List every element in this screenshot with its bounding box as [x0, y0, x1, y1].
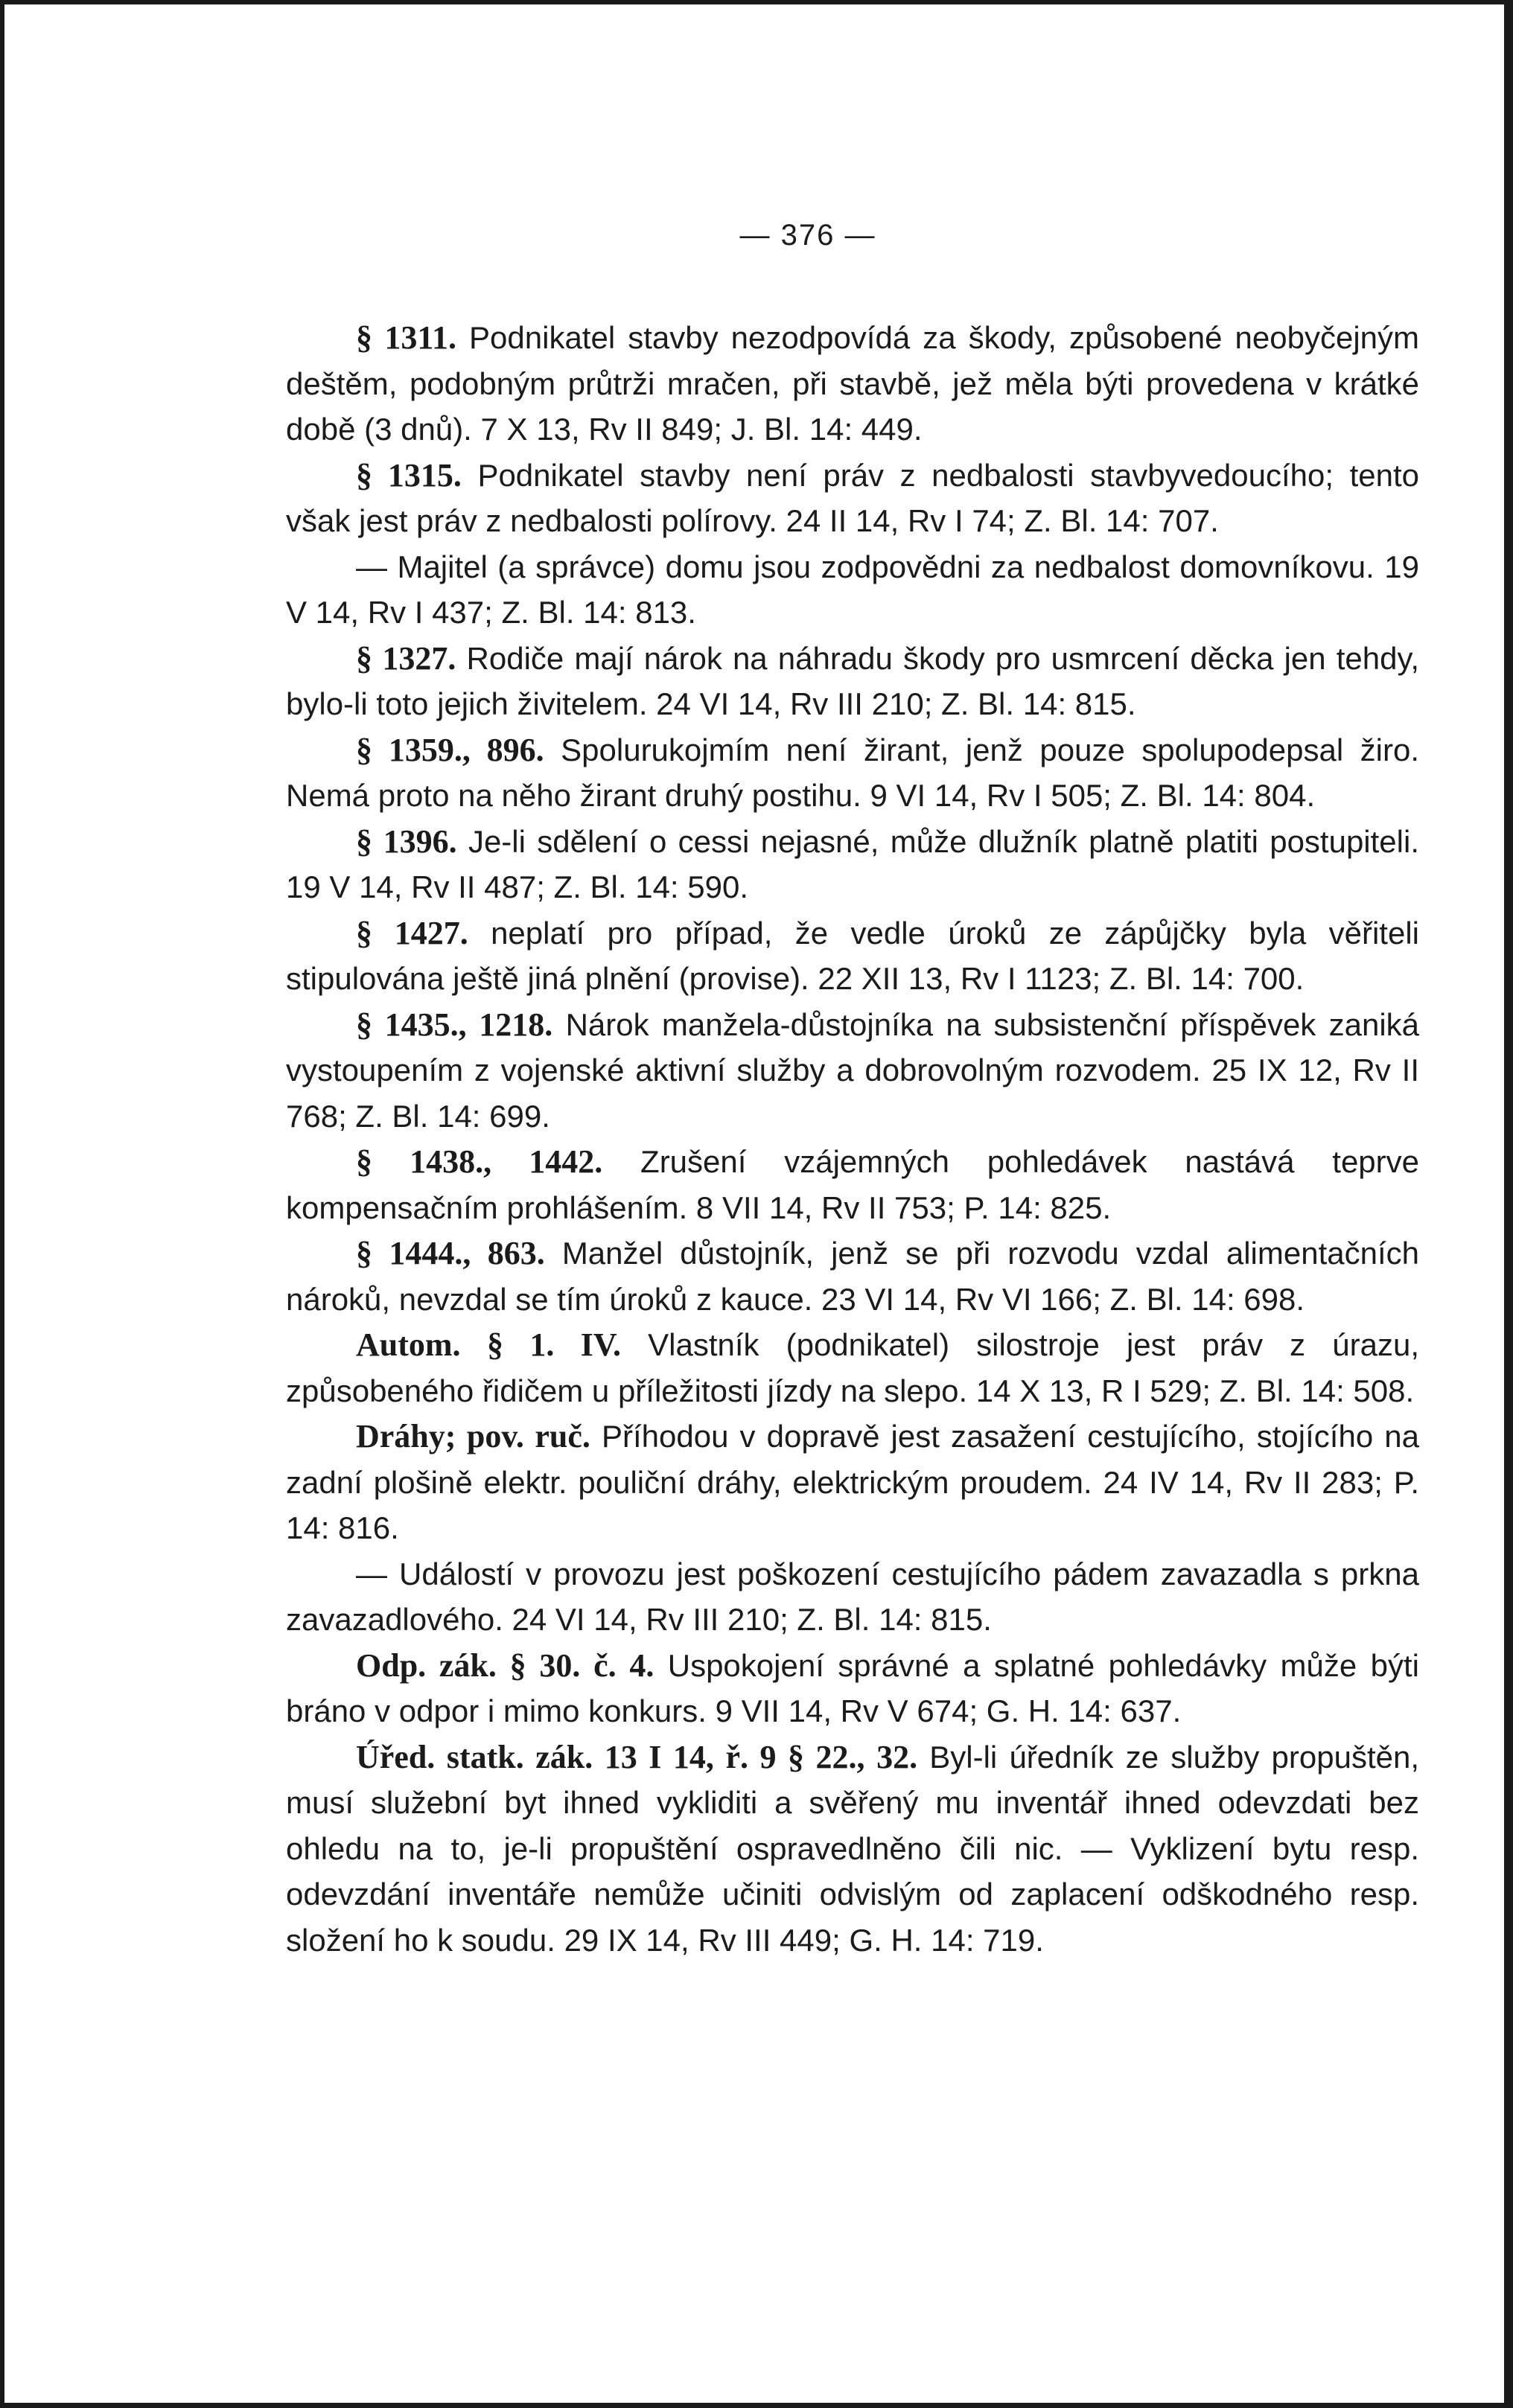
entry-heading: Odp. zák. § 30. č. 4. [356, 1647, 654, 1684]
entry-text: — Majitel (a správce) domu jsou zodpovědni za nedbalost domovníkovu. 19 V 14, Rv I 437; Z. Bl. 14: 813. [286, 549, 1419, 630]
entry-text: Zrušení vzájemných pohledávek nastává teprve kompensačním prohlášením. 8 VII 14, Rv II 753; P. 14: 825. [286, 1144, 1420, 1225]
entry-heading: § 1444., 863. [356, 1235, 545, 1271]
entry [286, 544, 1419, 636]
page-number: — 376 — [739, 219, 876, 252]
entry [286, 1551, 1419, 1643]
entry [286, 1414, 1419, 1551]
entry [286, 1643, 1419, 1734]
entry-heading: § 1311. [356, 319, 456, 356]
entry-heading: § 1327. [356, 639, 456, 677]
entry [286, 453, 1419, 544]
entry [286, 1139, 1419, 1230]
entry-text: Rodiče mají nárok na náhradu škody pro usmrcení děcka jen tehdy, bylo-li toto jejich živitelem. 24 VI 14, Rv III 210; Z. Bl. 14: 815. [286, 640, 1420, 721]
book-page [4, 4, 1504, 2403]
entry [286, 910, 1419, 1002]
entry-text: Je-li sdělení o cessi nejasné, může dlužník platně platiti postupiteli. 19 V 14, Rv II 487; Z. Bl. 14: 590. [286, 823, 1419, 904]
entry [286, 315, 1419, 453]
entries-list [286, 315, 1419, 1963]
entry-text: Podnikatel stavby není práv z nedbalosti stavbyvedoucího; tento však jest práv z nedbalosti polírovy. 24 II 14, Rv I 74; Z. Bl. 14: 707. [286, 457, 1420, 538]
entry [286, 1734, 1419, 1964]
entry-heading: § 1396. [356, 823, 457, 860]
entry [286, 819, 1419, 910]
entry [286, 1322, 1419, 1414]
entry-heading: § 1438., 1442. [356, 1143, 603, 1180]
entry [286, 1230, 1419, 1322]
entry-text: Nárok manžela-důstojníka na subsistenční příspěvek zaniká vystoupením z vojenské aktivní služby a dobrovolným rozvodem. 25 IX 12, Rv II 768; Z. Bl. 14: 699. [286, 1006, 1420, 1134]
entry-text: Byl-li úředník ze služby propuštěn, musí služební byt ihned vykliditi a svěřený mu inventář ihned odevzdati bez ohledu na to, je-li propuštění ospravedlněno čili nic. — Vyklizení bytu resp. odevzdání inventáře nemůže učiniti odvislým od zaplacení odškodného resp. složení ho k soudu. 29 IX 14, Rv III 449; G. H. 14: 719. [286, 1739, 1419, 1958]
entry-text: Vlastník (podnikatel) silostroje jest práv z úrazu, způsobeného řidičem u příležitosti jízdy na slepo. 14 X 13, R I 529; Z. Bl. 14: 508. [286, 1327, 1419, 1408]
entry [286, 727, 1419, 819]
entry [286, 636, 1419, 727]
entry [286, 1002, 1419, 1140]
entry-heading: § 1427. [356, 914, 468, 951]
entry-text: — Událostí v provozu jest poškození cestujícího pádem zavazadla s prkna zavazadlového. 24 VI 14, Rv III 210; Z. Bl. 14: 815. [286, 1556, 1419, 1637]
entry-text: Uspokojení správné a splatné pohledávky může býti bráno v odpor i mimo konkurs. 9 VII 14, Rv V 674; G. H. 14: 637. [286, 1647, 1419, 1728]
entry-text: Spolurukojmím není žirant, jenž pouze spolupodepsal žiro. Nemá proto na něho žirant druhý postihu. 9 VI 14, Rv I 505; Z. Bl. 14: 804. [286, 732, 1420, 813]
entry-heading: § 1315. [356, 456, 462, 494]
entry-heading: § 1359., 896. [356, 731, 544, 768]
entry-text: Příhodou v dopravě jest zasažení cestujícího, stojícího na zadní plošině elektr. pouliční dráhy, elektrickým proudem. 24 IV 14, Rv II 283; P. 14: 816. [286, 1419, 1419, 1545]
entry-text: Podnikatel stavby nezodpovídá za škody, způsobené neobyčejným deštěm, podobným průtrži mračen, při stavbě, jež měla býti provedena v krátké době (3 dnů). 7 X 13, Rv II 849; J. Bl. 14: 449. [286, 320, 1419, 447]
entry-text: Manžel důstojník, jenž se při rozvodu vzdal alimentačních nároků, nevzdal se tím úroků z kauce. 23 VI 14, Rv VI 166; Z. Bl. 14: 698. [286, 1236, 1420, 1317]
entry-heading: Úřed. statk. zák. 13 I 14, ř. 9 § 22., 32. [356, 1738, 918, 1775]
entry-heading: § 1435., 1218. [356, 1006, 553, 1043]
entry-heading: Dráhy; pov. ruč. [356, 1418, 590, 1454]
entry-text: neplatí pro případ, že vedle úroků ze zápůjčky byla věřiteli stipulována ještě jiná plnění (provise). 22 XII 13, Rv I 1123; Z. Bl. 14: 700. [286, 915, 1419, 996]
entry-heading: Autom. § 1. IV. [356, 1326, 622, 1363]
